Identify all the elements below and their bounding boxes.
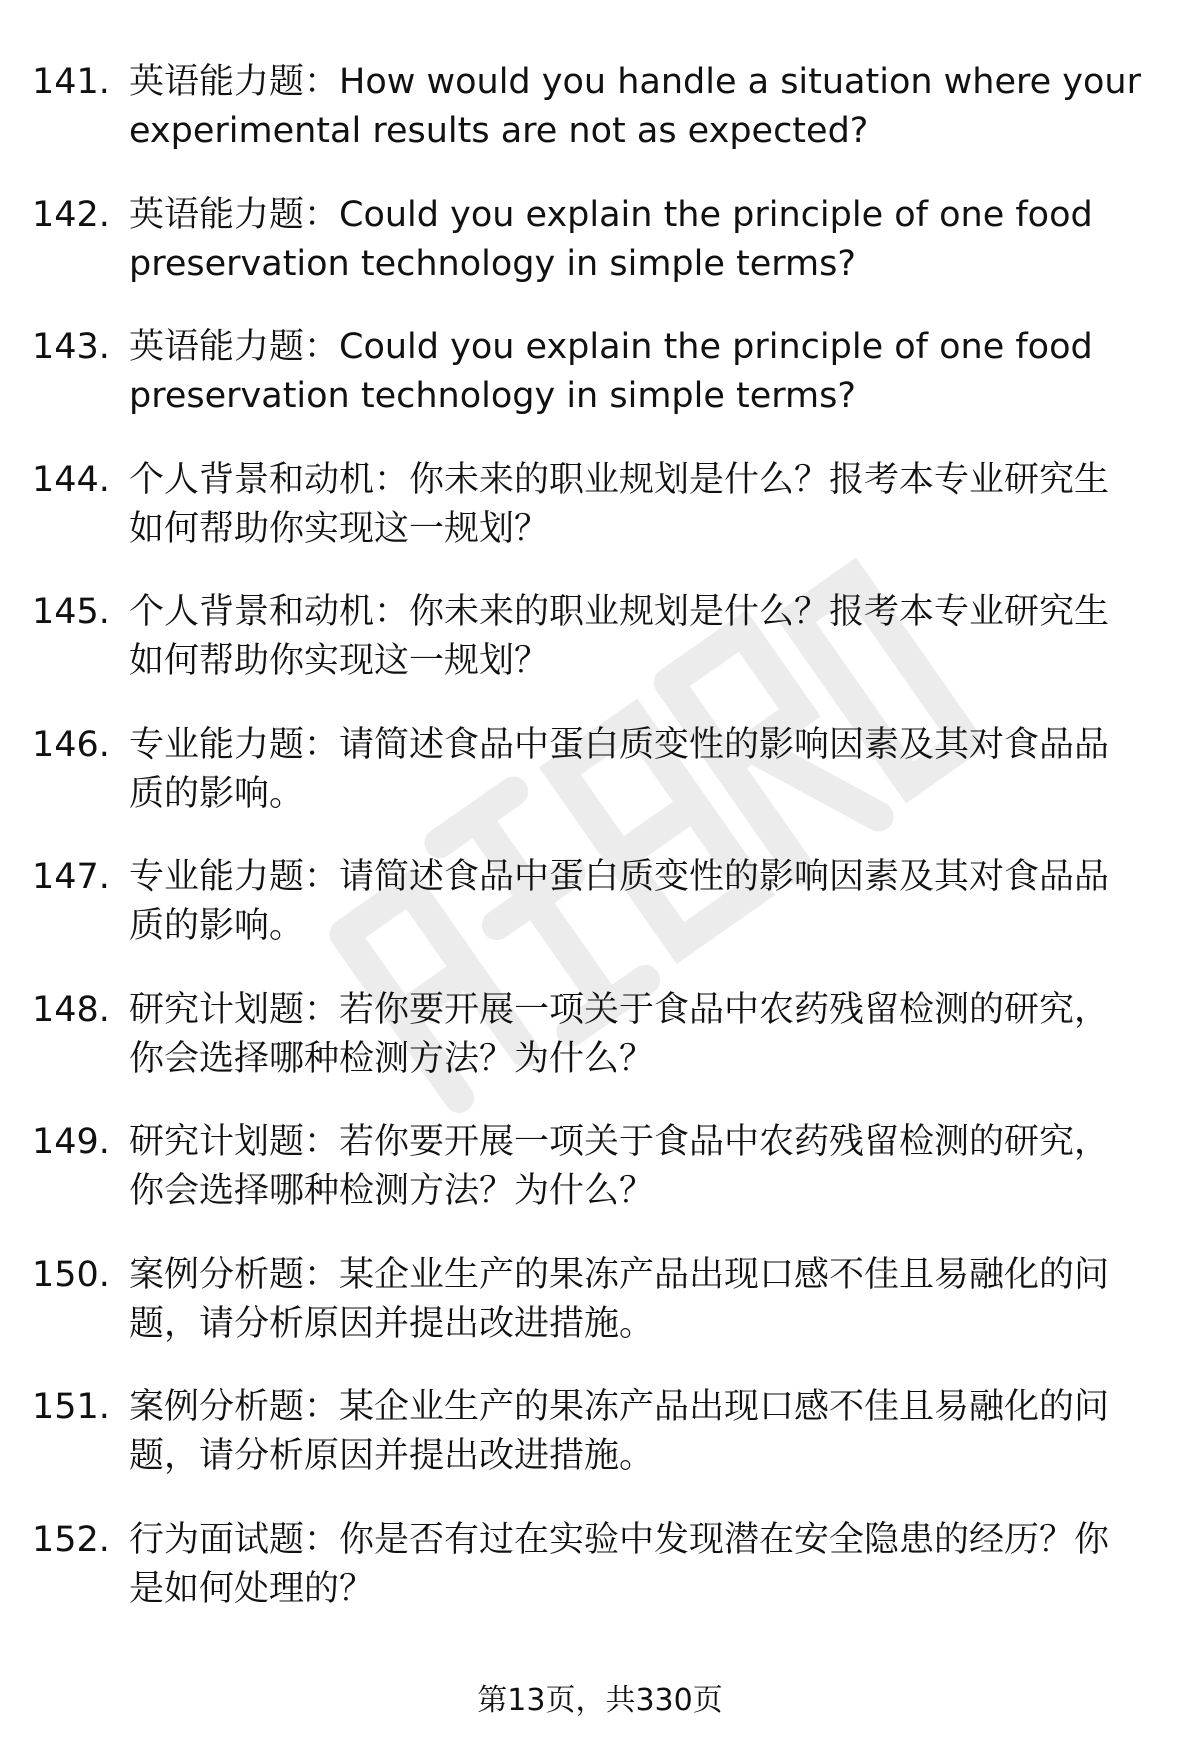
question-text-line: 你会选择哪种检测方法？为什么？ <box>129 1171 655 1211</box>
question-text-line: preservation technology in simple terms? <box>129 243 856 284</box>
question-text-line: 如何帮助你实现这一规划？ <box>129 641 550 681</box>
question-item <box>32 986 1152 1119</box>
question-text-line: 英语能力题：How would you handle a situation where your <box>129 62 1141 102</box>
question-text <box>129 721 1179 819</box>
question-text <box>129 1251 1179 1349</box>
question-item <box>32 853 1152 986</box>
question-item <box>32 58 1152 191</box>
question-number: 146. <box>32 724 110 765</box>
question-text <box>129 853 1179 951</box>
question-text-line: 个人背景和动机：你未来的职业规划是什么？报考本专业研究生 <box>129 459 1110 500</box>
question-text <box>129 1118 1179 1216</box>
question-number: 142. <box>32 194 110 235</box>
question-text-line: 行为面试题：你是否有过在实验中发现潜在安全隐患的经历？你 <box>129 1519 1110 1560</box>
question-text-line: 你会选择哪种检测方法？为什么？ <box>129 1038 655 1079</box>
question-number: 151. <box>32 1387 110 1427</box>
question-text-line: 题，请分析原因并提出改进措施。 <box>129 1436 655 1476</box>
question-item <box>32 323 1152 456</box>
question-text-line: 研究计划题：若你要开展一项关于食品中农药残留检测的研究， <box>129 1122 1110 1162</box>
question-item <box>32 1516 1152 1649</box>
page-footer: 第13页，共330页 <box>477 1683 723 1718</box>
question-item <box>32 1118 1152 1251</box>
question-text-line: 如何帮助你实现这一规划？ <box>129 508 550 549</box>
question-number: 150. <box>32 1254 110 1295</box>
question-text-line: 案例分析题：某企业生产的果冻产品出现口感不佳且易融化的问 <box>129 1254 1110 1295</box>
question-number: 152. <box>32 1519 110 1560</box>
question-text-line: experimental results are not as expected? <box>129 111 869 151</box>
question-text-line: 英语能力题：Could you explain the principle of one food <box>129 327 1093 367</box>
question-text-line: 案例分析题：某企业生产的果冻产品出现口感不佳且易融化的问 <box>129 1387 1110 1427</box>
question-number: 144. <box>32 459 110 500</box>
question-text-line: 专业能力题：请简述食品中蛋白质变性的影响因素及其对食品品 <box>129 857 1110 897</box>
question-list <box>32 58 1152 1648</box>
question-text <box>129 58 1179 156</box>
question-text <box>129 456 1179 554</box>
question-item <box>32 1251 1152 1384</box>
question-text-line: 是如何处理的？ <box>129 1568 375 1609</box>
question-text-line: 研究计划题：若你要开展一项关于食品中农药残留检测的研究， <box>129 989 1110 1030</box>
question-text <box>129 323 1179 421</box>
question-text-line: 题，请分析原因并提出改进措施。 <box>129 1303 655 1344</box>
question-text-line: 英语能力题：Could you explain the principle of one food <box>129 194 1093 235</box>
question-number: 141. <box>32 62 110 102</box>
question-item <box>32 191 1152 324</box>
question-item <box>32 1383 1152 1516</box>
question-text-line: 质的影响。 <box>129 773 305 814</box>
question-text <box>129 986 1179 1084</box>
question-number: 147. <box>32 857 110 897</box>
question-text-line: 质的影响。 <box>129 906 305 946</box>
question-number: 149. <box>32 1122 110 1162</box>
question-text-line: 个人背景和动机：你未来的职业规划是什么？报考本专业研究生 <box>129 592 1110 632</box>
question-text <box>129 588 1179 686</box>
question-number: 145. <box>32 592 110 632</box>
question-item <box>32 721 1152 854</box>
question-text <box>129 1383 1179 1481</box>
question-text-line: preservation technology in simple terms? <box>129 376 856 416</box>
question-item <box>32 456 1152 589</box>
question-text <box>129 191 1179 289</box>
question-number: 148. <box>32 989 110 1030</box>
question-text-line: 专业能力题：请简述食品中蛋白质变性的影响因素及其对食品品 <box>129 724 1110 765</box>
question-number: 143. <box>32 327 110 367</box>
question-item <box>32 588 1152 721</box>
question-text <box>129 1516 1179 1614</box>
